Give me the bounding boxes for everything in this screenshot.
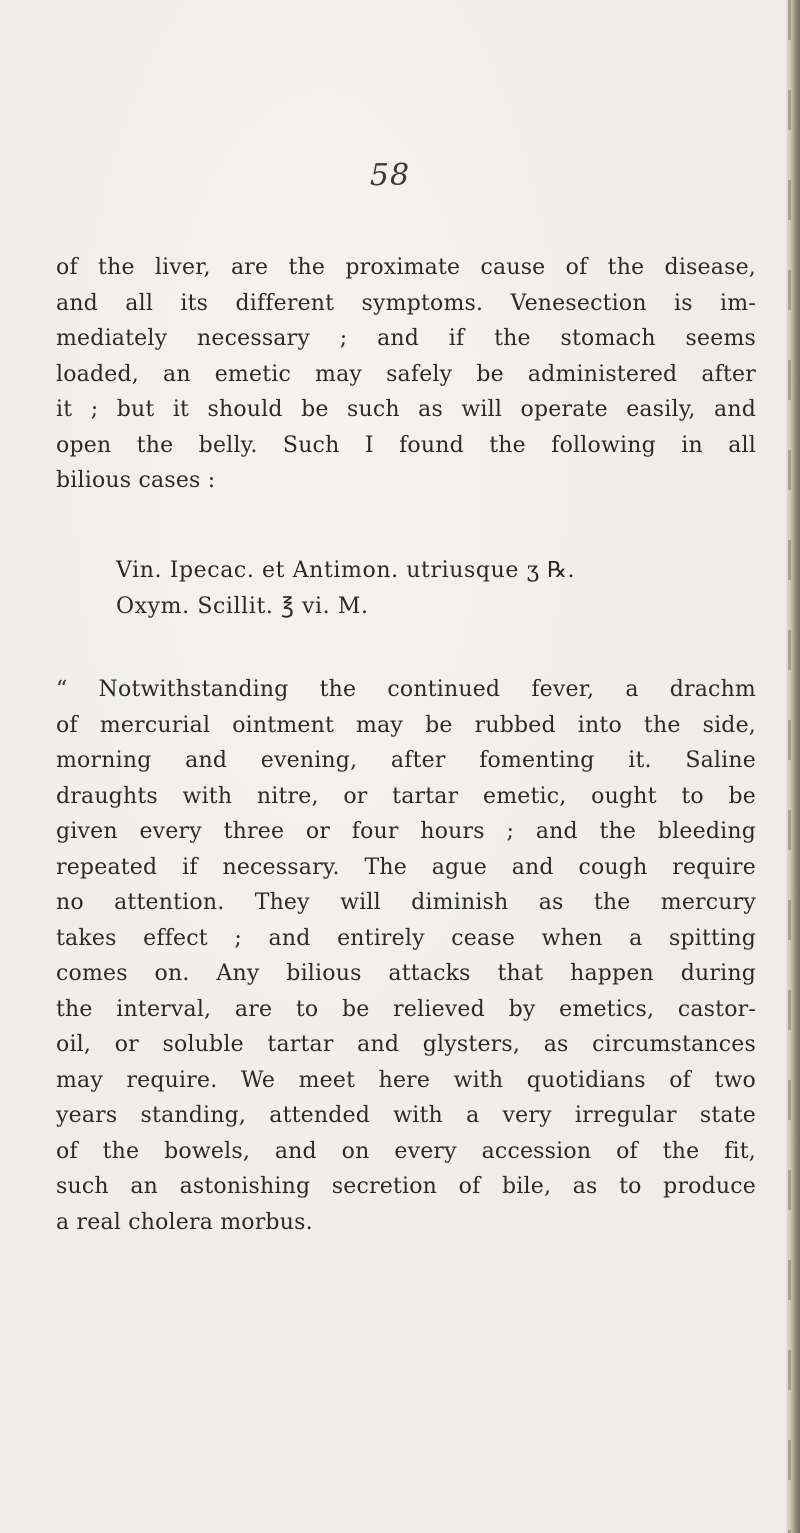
text-line: and all its different symptoms. Venesection is im-	[56, 290, 756, 316]
text-line: a real cholera morbus.	[56, 1209, 313, 1235]
text-line: bilious cases :	[56, 468, 216, 493]
text-line: morning and evening, after fomenting it. Saline	[56, 748, 756, 773]
page-number: 58	[369, 158, 411, 193]
text-line: comes on. Any bilious attacks that happen during	[56, 961, 756, 986]
text-line: draughts with nitre, or tartar emetic, ought to be	[56, 783, 756, 809]
formula-line: Oxym. Scillit. ℥ vi. M.	[116, 593, 369, 619]
paragraph-1	[56, 250, 756, 499]
text-line: “ Notwithstanding the continued fever, a drachm	[56, 677, 756, 702]
formula-line: Vin. Ipecac. et Antimon. utriusque ʒ ℞.	[116, 558, 576, 583]
text-line: of the liver, are the proximate cause of the disease,	[56, 255, 756, 280]
text-line: loaded, an emetic may safely be administered after	[56, 361, 756, 387]
text-line: mediately necessary ; and if the stomach seems	[56, 326, 756, 351]
text-line: such an astonishing secretion of bile, as to produce	[56, 1174, 756, 1199]
text-line: it ; but it should be such as will operate easily, and	[56, 397, 756, 422]
text-line: no attention. They will diminish as the mercury	[56, 890, 756, 915]
prescription-formula	[116, 553, 736, 624]
text-line: of the bowels, and on every accession of the fit,	[56, 1138, 756, 1164]
text-line: may require. We meet here with quotidians of two	[56, 1067, 756, 1093]
text-line: repeated if necessary. The ague and cough require	[56, 854, 756, 880]
page-binding-edge	[786, 0, 800, 1533]
paragraph-2	[56, 672, 756, 1240]
text-line: the interval, are to be relieved by emetics, castor-	[56, 996, 756, 1022]
text-line: given every three or four hours ; and the bleeding	[56, 819, 756, 844]
text-line: of mercurial ointment may be rubbed into the side,	[56, 712, 756, 738]
text-line: open the belly. Such I found the following in all	[56, 432, 756, 458]
text-line: years standing, attended with a very irregular state	[56, 1103, 756, 1128]
text-line: takes effect ; and entirely cease when a spitting	[56, 925, 756, 951]
text-line: oil, or soluble tartar and glysters, as circumstances	[56, 1032, 756, 1057]
